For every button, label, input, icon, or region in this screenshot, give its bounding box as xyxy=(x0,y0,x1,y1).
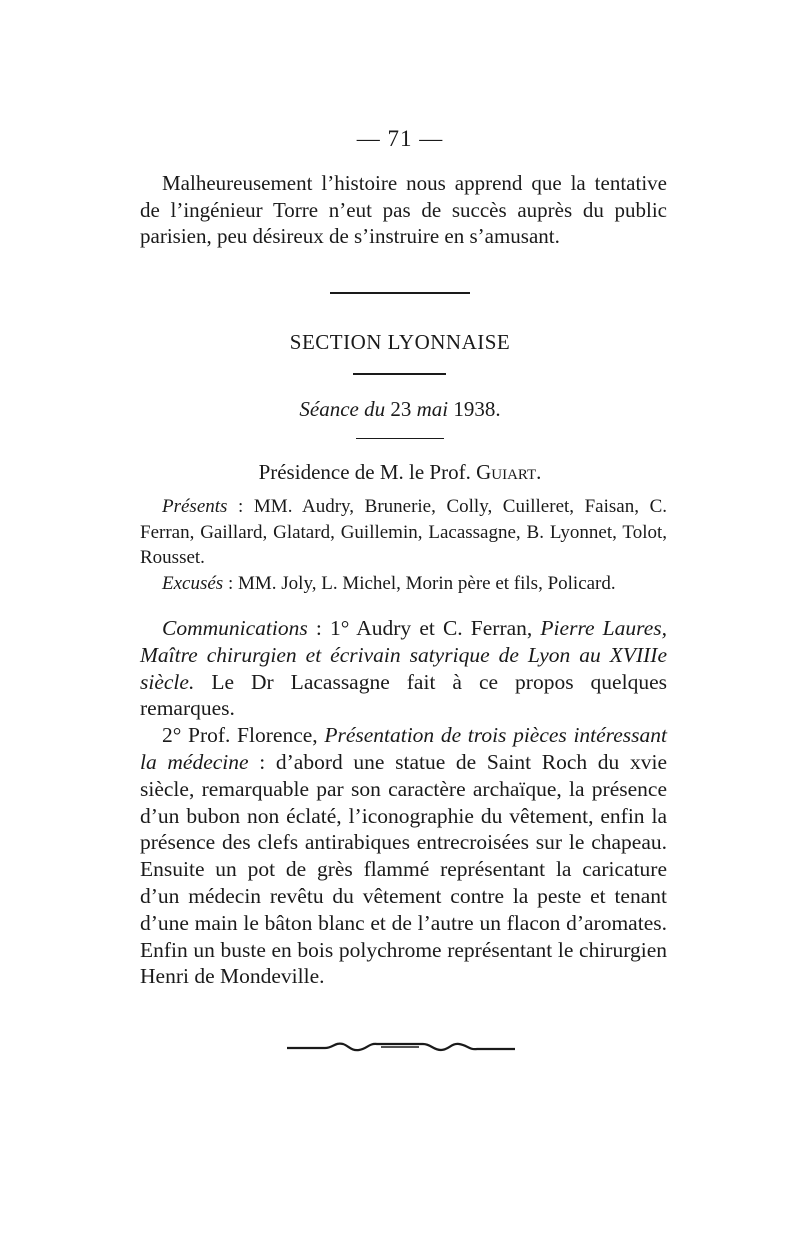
excuses-sep: : xyxy=(223,572,238,594)
attendance-block xyxy=(140,494,667,596)
communication-1 xyxy=(140,615,667,722)
presents-paragraph xyxy=(140,494,667,571)
seance-label: Séance du xyxy=(299,397,386,421)
excuses-label: Excusés xyxy=(162,572,224,594)
communications-block xyxy=(140,615,667,990)
excuses-paragraph xyxy=(140,571,667,597)
communication-2-title: Présentation de trois pièces intéressant la médecine xyxy=(140,723,668,774)
presidence-prefix: Présidence de M. le Prof. xyxy=(258,460,471,484)
intro-text: Malheureusement l’histoire nous apprend que la tentative de l’ingénieur Torre n’eut pas de succès auprès du public parisien, peu désireux de s’instruire en s’amusant. xyxy=(140,171,667,248)
presents-sep: : xyxy=(227,496,254,517)
intro-paragraph xyxy=(140,170,667,250)
seance-month: mai xyxy=(416,397,449,421)
excuses-text: MM. Joly, L. Michel, Morin père et fils, Policard. xyxy=(237,572,616,594)
communication-2-num: 2° Prof. Florence, xyxy=(162,723,325,748)
presidence-line xyxy=(0,460,800,485)
section-title: SECTION LYONNAISE xyxy=(289,330,511,354)
communication-1-num: : 1° Audry et C. Ferran, xyxy=(307,616,541,640)
seance-year: 1938. xyxy=(453,397,501,421)
presents-label: Présents xyxy=(162,496,228,517)
presents-text: MM. Audry, Brunerie, Colly, Cuilleret, Faisan, C. Ferran, Gaillard, Glatard, Guillemin, Lacassagne, B. Lyonnet, Tolot, Rousset. xyxy=(140,496,667,568)
seance-line xyxy=(0,397,800,422)
section-rule-bottom xyxy=(353,373,446,375)
communication-1-rest: Le Dr Lacassagne fait à ce propos quelques remarques. xyxy=(140,669,667,721)
presidence-name: Guiart. xyxy=(476,460,542,484)
page-number: — 71 — xyxy=(356,126,444,151)
tailpiece-ornament-icon xyxy=(285,1038,517,1056)
seance-rule xyxy=(356,438,444,439)
communication-1-title: Pierre Laures, Maître chirurgien et écrivain satyrique de Lyon au XVIIIe siècle. xyxy=(140,616,667,694)
seance-date: 23 xyxy=(390,397,412,421)
communication-2-rest: : d’abord une statue de Saint Roch du xvie siècle, remarquable par son caractère archaïque, la présence d’un bubon non éclaté, l’iconographie du vêtement, enfin la présence des clefs antirabiques entrecroisées sur le chapeau. Ensuite un pot de grès flammé représentant la caricature d’un médecin revêtu du vêtement contre la peste et tenant d’une main le bâton blanc et de l’autre un flacon d’aromates. Enfin un buste en bois polychrome représentant le chirurgien Henri de Mondeville. xyxy=(140,749,667,989)
section-rule-top xyxy=(330,292,470,294)
communication-2 xyxy=(140,722,667,990)
communications-label: Communications xyxy=(162,616,308,640)
